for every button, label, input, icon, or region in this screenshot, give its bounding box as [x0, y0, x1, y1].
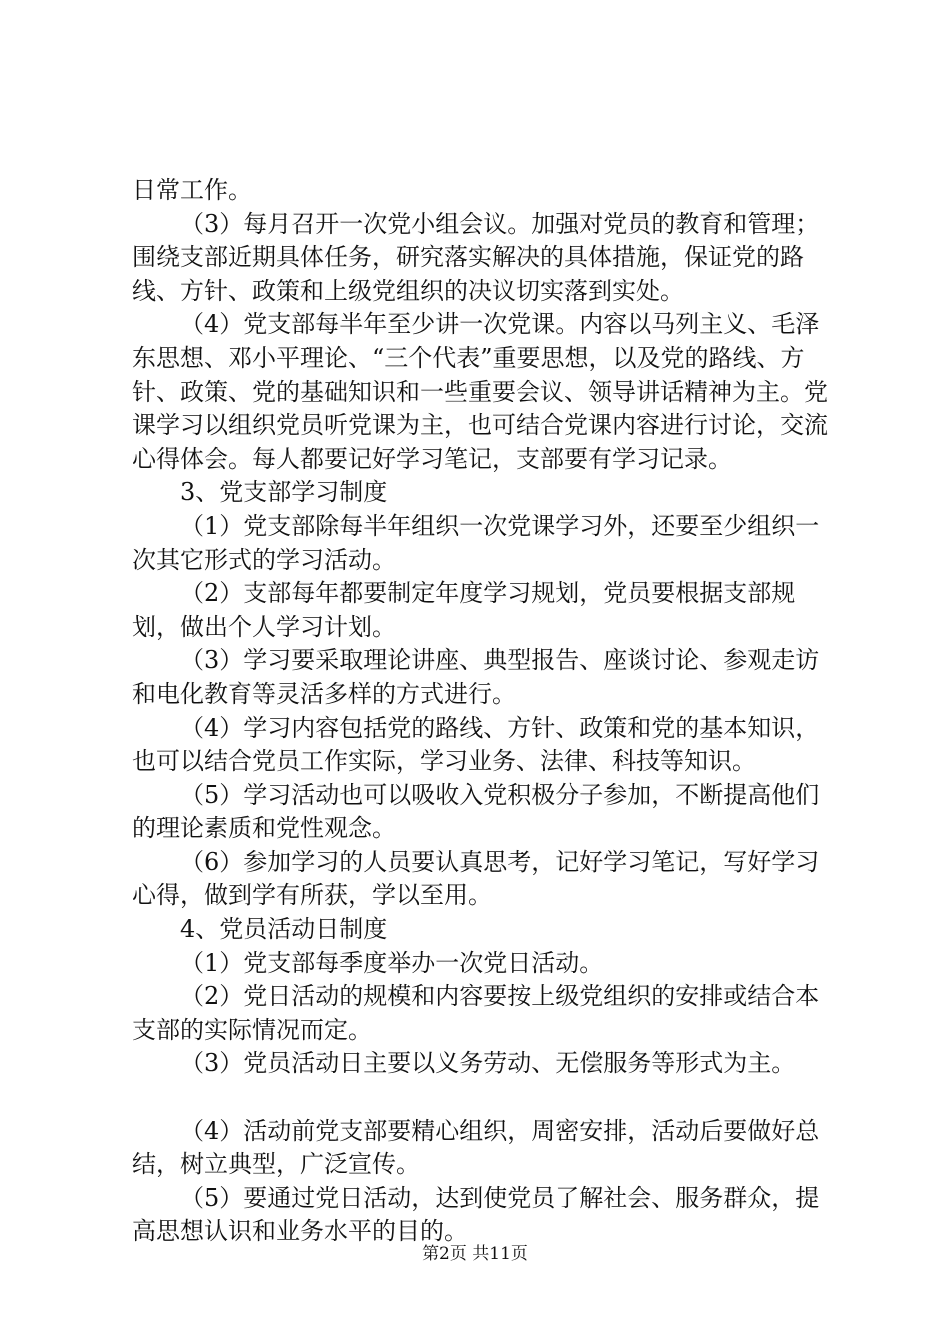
- paragraph-study-item-2: （2）支部每年都要制定年度学习规划，党员要根据支部规划，做出个人学习计划。: [132, 579, 796, 641]
- paragraph-continuation: 日常工作。: [132, 176, 252, 204]
- paragraph-study-item-4: （4）学习内容包括党的路线、方针、政策和党的基本知识，也可以结合党员工作实际，学习业务、法律、科技等知识。: [132, 713, 820, 776]
- paragraph-item-4-party-lecture: （4）党支部每半年至少讲一次党课。内容以马列主义、毛泽东思想、邓小平理论、“三个代表”重要思想，以及党的路线、方针、政策、党的基础知识和一些重要会议、领导讲话精神为主。党课学习以组织党员听党课为主，也可结合党课内容进行讨论，交流心得体会。每人都要记好学习笔记，支部要有学习记录。: [132, 310, 828, 473]
- paragraph-activity-item-1: （1）党支部每季度举办一次党日活动。: [180, 948, 604, 977]
- paragraph-study-item-1: （1）党支部除每半年组织一次党课学习外，还要至少组织一次其它形式的学习活动。: [132, 511, 820, 574]
- paragraph-activity-item-3: （3）党员活动日主要以义务劳动、无偿服务等形式为主。: [180, 1049, 796, 1078]
- section-heading-study-system: 3、党支部学习制度: [180, 478, 388, 507]
- section-heading-activity-day: 4、党员活动日制度: [180, 915, 388, 944]
- page-number-footer: 第2页 共11页: [422, 1244, 528, 1264]
- document-body: [132, 174, 832, 1249]
- blank-line: [132, 1081, 832, 1115]
- paragraph-item-3-group-meeting: （3）每月召开一次党小组会议。加强对党员的教育和管理；围绕支部近期具体任务，研究落实解决的具体措施，保证党的路线、方针、政策和上级党组织的决议切实落到实处。: [132, 209, 820, 305]
- paragraph-activity-item-5: （5）要通过党日活动，达到使党员了解社会、服务群众，提高思想认识和业务水平的目的。: [132, 1183, 820, 1246]
- paragraph-activity-item-2: （2）党日活动的规模和内容要按上级党组织的安排或结合本支部的实际情况而定。: [132, 982, 820, 1044]
- paragraph-study-item-6: （6）参加学习的人员要认真思考，记好学习笔记，写好学习心得，做到学有所获，学以至用。: [132, 847, 820, 910]
- paragraph-study-item-3: （3）学习要采取理论讲座、典型报告、座谈讨论、参观走访和电化教育等灵活多样的方式进行。: [132, 646, 820, 708]
- paragraph-activity-item-4: （4）活动前党支部要精心组织，周密安排，活动后要做好总结，树立典型，广泛宣传。: [132, 1116, 820, 1179]
- paragraph-study-item-5: （5）学习活动也可以吸收入党积极分子参加，不断提高他们的理论素质和党性观念。: [132, 780, 820, 843]
